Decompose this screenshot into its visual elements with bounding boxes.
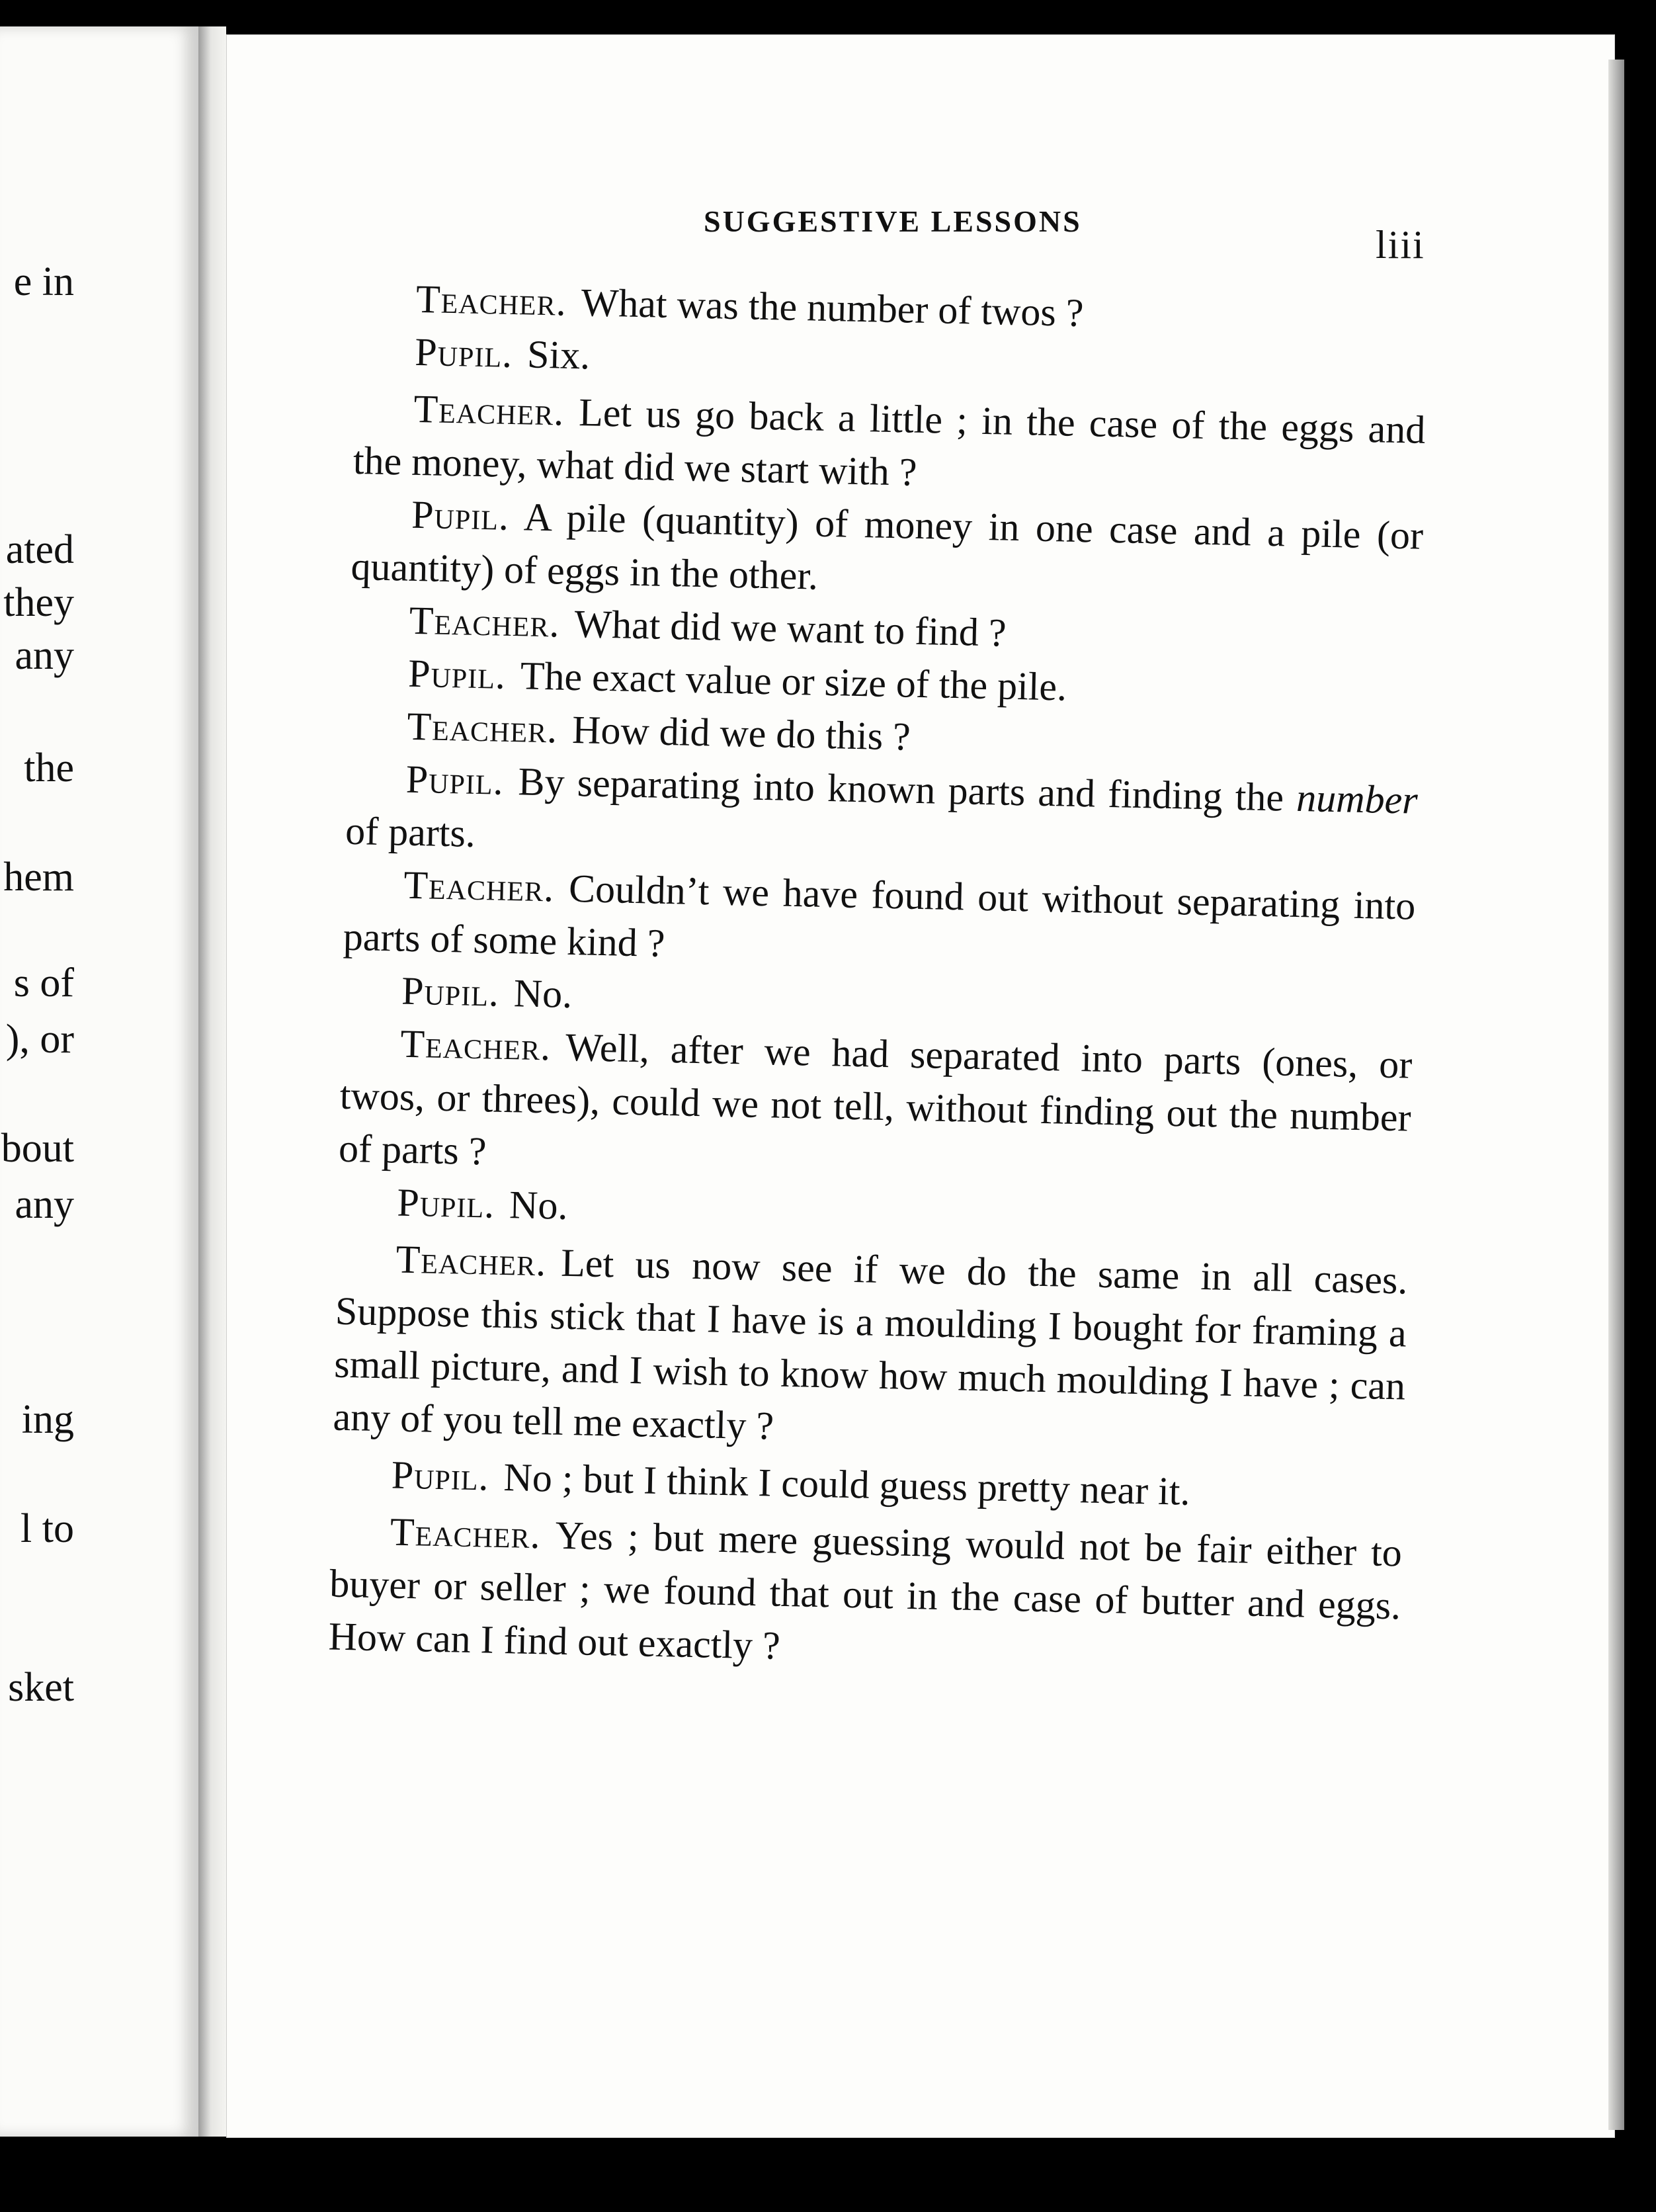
speaker-label: Teacher. xyxy=(390,1510,542,1557)
page-number: liii xyxy=(1376,223,1425,267)
facing-line-5: hem xyxy=(3,855,74,900)
dialogue-text xyxy=(328,271,1428,1685)
dialogue-paragraph xyxy=(333,1232,1408,1466)
facing-line-10: ing xyxy=(21,1397,74,1442)
speaker-label: Teacher. xyxy=(415,276,567,324)
running-head: SUGGESTIVE LESSONS xyxy=(704,204,1082,238)
utterance: Couldn’t we have found out without separating into parts of some kind ? xyxy=(343,866,1416,965)
utterance: Let us now see if we do the same in all cases. Suppose this stick that I have is a moulding I bought for framing a small picture, and I wish to know how much moulding I have ; can any of you tell me exactly ? xyxy=(333,1240,1409,1448)
speaker-label: Pupil. xyxy=(391,1453,490,1499)
facing-line-4: the xyxy=(24,745,74,790)
speaker-label: Pupil. xyxy=(401,968,500,1015)
page-edge xyxy=(1608,60,1624,2130)
speaker-label: Pupil. xyxy=(407,651,507,697)
facing-line-1: ated xyxy=(5,527,74,572)
utterance: A pile (quantity) of money in one case and a pile (or quantity) of eggs in the other. xyxy=(350,495,1424,598)
emphasized-word: number xyxy=(1296,775,1419,822)
utterance: Yes ; but mere guessing would not be fair either to buyer or seller ; we found that out in the case of butter and eggs. How can I find out exactly ? xyxy=(328,1513,1403,1668)
facing-line-9: any xyxy=(15,1182,74,1227)
facing-line-11: l to xyxy=(21,1506,74,1551)
utterance-start: By separating into known parts and finding the xyxy=(517,759,1298,820)
facing-line-3: any xyxy=(15,633,74,678)
utterance: Six. xyxy=(526,332,591,378)
facing-line-12: sket xyxy=(8,1665,74,1710)
facing-page-fragment xyxy=(0,26,202,2137)
speaker-label: Teacher. xyxy=(399,1021,552,1069)
utterance-end: of parts. xyxy=(345,808,476,855)
speaker-label: Teacher. xyxy=(409,598,561,646)
speaker-label: Pupil. xyxy=(405,757,505,803)
speaker-label: Teacher. xyxy=(406,704,558,751)
utterance: Let us go back a little ; in the case of the eggs and the money, what did we start with ? xyxy=(352,390,1427,494)
dialogue-paragraph xyxy=(338,1016,1413,1197)
utterance: The exact value or size of the pile. xyxy=(520,654,1067,709)
utterance: What was the number of twos ? xyxy=(581,280,1085,335)
dialogue-paragraph xyxy=(328,1504,1403,1685)
facing-line-6: s of xyxy=(13,960,74,1005)
facing-line-8: bout xyxy=(1,1126,74,1171)
utterance: No ; but I think I could guess pretty near it. xyxy=(503,1455,1191,1513)
utterance: What did we want to find ? xyxy=(573,602,1007,655)
utterance: How did we do this ? xyxy=(571,707,911,759)
speaker-label: Pupil. xyxy=(411,492,510,538)
book-gutter xyxy=(198,26,226,2137)
speaker-label: Teacher. xyxy=(403,863,555,910)
utterance: No. xyxy=(509,1183,569,1228)
speaker-label: Pupil. xyxy=(414,329,513,376)
speaker-label: Pupil. xyxy=(396,1180,495,1226)
facing-line-0: e in xyxy=(13,259,74,304)
utterance: Well, after we had separated into parts (ones, or twos, or threes), could we not tell, without finding out the number of parts ? xyxy=(338,1025,1413,1173)
speaker-label: Teacher. xyxy=(413,386,565,434)
facing-line-7: ), or xyxy=(5,1017,74,1062)
facing-line-2: they xyxy=(3,580,74,625)
speaker-label: Teacher. xyxy=(395,1237,548,1285)
utterance: No. xyxy=(513,971,573,1017)
